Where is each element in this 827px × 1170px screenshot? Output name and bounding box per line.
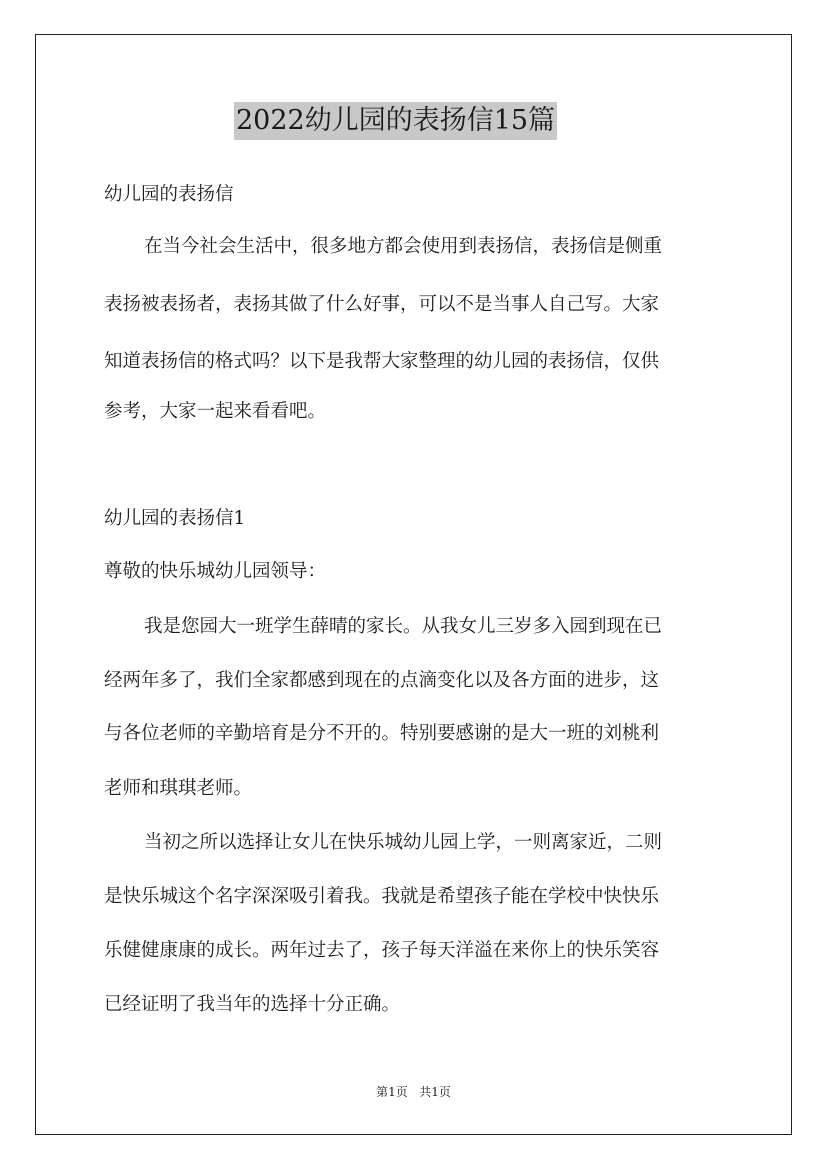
letter1-para2-line-4: 已经证明了我当年的选择十分正确。	[104, 994, 401, 1015]
intro-line-4: 参考，大家一起来看看吧。	[104, 401, 327, 422]
letter1-para1-line-3: 与各位老师的辛勤培育是分不开的。特别要感谢的是大一班的刘桃利	[104, 723, 660, 744]
letter1-para1-line-2: 经两年多了，我们全家都感到现在的点滴变化以及各方面的进步，这	[104, 670, 660, 691]
letter1-salutation: 尊敬的快乐城幼儿园领导：	[104, 561, 327, 582]
letter1-para1-line-4: 老师和琪琪老师。	[104, 778, 253, 799]
page-total: 共1页	[419, 1085, 451, 1099]
intro-line-1: 在当今社会生活中，很多地方都会使用到表扬信，表扬信是侧重	[144, 236, 663, 257]
letter1-para2-line-3: 乐健健康康的成长。两年过去了，孩子每天洋溢在来你上的快乐笑容	[104, 940, 660, 961]
subtitle: 幼儿园的表扬信	[104, 184, 234, 205]
page-footer	[0, 1084, 827, 1100]
letter1-para1-line-1: 我是您园大一班学生薛晴的家长。从我女儿三岁多入园到现在已	[144, 616, 663, 637]
intro-line-3: 知道表扬信的格式吗？以下是我帮大家整理的幼儿园的表扬信，仅供	[104, 351, 660, 372]
page-number: 第1页	[376, 1085, 408, 1099]
letter1-para2-line-1: 当初之所以选择让女儿在快乐城幼儿园上学，一则离家近，二则	[144, 832, 663, 853]
letter1-heading: 幼儿园的表扬信1	[104, 508, 246, 529]
document-title: 2022幼儿园的表扬信15篇	[234, 102, 557, 140]
intro-line-2: 表扬被表扬者，表扬其做了什么好事，可以不是当事人自己写。大家	[104, 294, 660, 315]
letter1-para2-line-2: 是快乐城这个名字深深吸引着我。我就是希望孩子能在学校中快快乐	[104, 886, 660, 907]
